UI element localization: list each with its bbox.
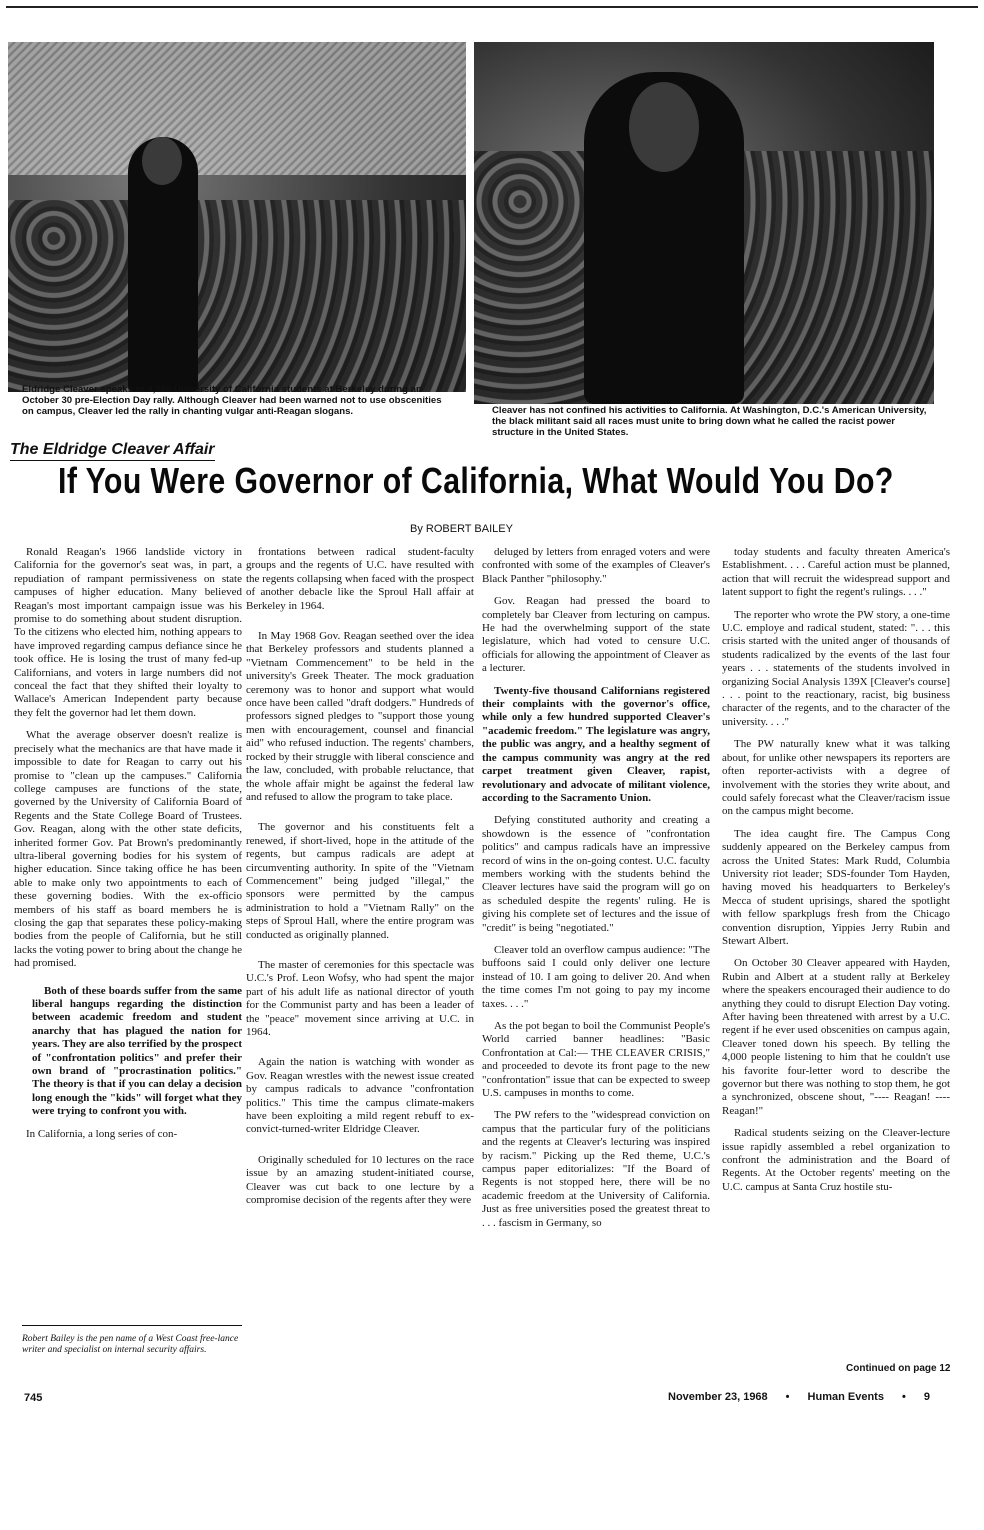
article-paragraph: Defying constituted authority and creating a showdown is the essence of "confrontation politics" and campus radicals have an impressive record of wins in the on-going contest. U.C. faculty members working with the students behind the Cleaver lectures have said the program will go on as scheduled despite the regents' ruling. He is giving his complete set of lectures and the issue of "credit" is being "negotiated." [482,814,710,934]
article-paragraph: Both of these boards suffer from the same liberal hangups regarding the distinction between academic freedom and student anarchy that has plagued the nation for years. They are also terrified by the prospect of "confrontation politics" and prefer their own brand of "procrastination politics." The theory is that if you can delay a decision long enough the "kids" will forget what they were trying to confront you with. [32,984,242,1118]
article-paragraph: Again the nation is watching with wonder as Gov. Reagan wrestles with the newest issue created by campus radicals to advance "confrontation politics." This time the campus climate-makers have been exploiting a mild regent rebuff to ex-convict-turned-writer Eldridge Cleaver. [246,1056,474,1136]
footer-date: November 23, 1968 [668,1391,768,1403]
page-footer [668,1391,930,1403]
article-paragraph: The idea caught fire. The Campus Cong suddenly appeared on the Berkeley campus from across the United States: Mark Rudd, Columbia University riot leader; SDS-founder Tom Hayden, having moved his headquarters to Berkeley's Mecca of student uprisings, shared the spotlight with fellow sparkplugs fresh from the Chicago convention disruption, Yippies Jerry Rubin and Stewart Albert. [722,827,950,947]
article-byline: By ROBERT BAILEY [410,523,513,535]
article-column-2 [246,546,474,1224]
footer-page-number: 9 [923,1391,930,1403]
article-paragraph: The governor and his constituents felt a renewed, if short-lived, hope in the attitude of the regents, but campus radicals are adept at circumventing authority. In spite of the "Vietnam Commencement" being judged "illegal," the sponsors were permitted by the campus administration to hold a "Vietnam Rally" on the steps of Sproul Hall, where the entire program was conducted as originally planned. [246,821,474,941]
article-paragraph: In California, a long series of con- [26,1127,178,1140]
article-paragraph: deluged by letters from enraged voters and were confronted with some of the examples of Cleaver's Black Panther "philosophy." [482,546,710,585]
article-paragraph: The master of ceremonies for this spectacle was U.C.'s Prof. Leon Wofsy, who had spent the major part of his adult life as national director of youth for the Communist party and has been a leader of the "peace" movement since arriving at U.C. in 1964. [246,958,474,1038]
article-paragraph: In May 1968 Gov. Reagan seethed over the idea that Berkeley professors and students planned a "Vietnam Commencement" to be held in the university's Greek Theater. The mock graduation ceremony was to honor and support what would once have been called "draft dodgers." Hundreds of professors signed pledges to "support those young men with encouragement, counsel and financial aid" who refused induction. The regents' chambers, rocked by their struggle with liberal conscience and the law, concluded, with probable reluctance, that the whole affair might be against the federal law and refused to allow the program to take place. [246,630,474,803]
footer-bullet: • [901,1391,906,1403]
article-paragraph: The PW naturally knew what it was talking about, for unlike other newspapers its reporters are often reporter-activists with a degree of involvement with the stories they write about, and could safely forecast what the Cleaver/racism issue on the campus might become. [722,738,950,818]
photo-cleaver-speaking-berkeley [8,42,466,392]
article-paragraph: Radical students seizing on the Cleaver-lecture issue rapidly assembled a rebel organization to confront the administration and the Board of Regents. At the October regents' meeting on the U.C. campus at Santa Cruz hostile stu- [722,1127,950,1193]
folio-left: 745 [24,1392,43,1404]
article-paragraph: Originally scheduled for 10 lectures on the race issue by an amazing student-initiated course, Cleaver was cut back to one lecture by a compromise decision of the regents after they were [246,1153,474,1207]
article-paragraph: The reporter who wrote the PW story, a one-time U.C. employe and radical student, stated: ". . . this crisis started with the united anger of thousands of students radicalized by the events of the last four years . . . statements of the students involved in organizing Social Analysis 139X [Cleaver's course] . . . point to the reactionary, racist, big business character of the regents, and to the character of the university. . . ." [722,608,950,728]
article-kicker: The Eldridge Cleaver Affair [10,441,215,461]
article-paragraph: Cleaver told an overflow campus audience: "The buffoons said I could only deliver one lecture instead of 10. I am going to deliver 20. And when the time comes I'm not going to pay my income taxes. . . ." [482,943,710,1010]
article-paragraph: frontations between radical student-faculty groups and the regents of U.C. have resulted with the regents collapsing when faced with the prospect of another debacle like the Sproul Hall affair at Berkeley in 1964. [246,546,474,612]
article-paragraph: On October 30 Cleaver appeared with Hayden, Rubin and Albert at a student rally at Berkeley where the speakers encouraged their audience to do anything they could to disrupt Election Day voting. After having been threatened with arrest by a U.C. regent if he ever used obscenities on campus again, Cleaver toned down his speech. By telling the 4,000 people listening to him that he couldn't use his favorite four-letter word to describe the governor but there was nothing to stop them, he got a synchronized, obscene shout, "---- Reagan! ---- Reagan!" [722,957,950,1117]
photo-caption-left: Eldridge Cleaver speaks to 4,000 University of California students at Berkeley during an October 30 pre-Election Day rally. Although Cleaver had been warned not to use obscenities on campus, Cleaver led the rally in chanting vulgar anti-Reagan slogans. [22,384,442,417]
article-paragraph: today students and faculty threaten America's Establishment. . . . Careful action must be planned, action that will recruit the widespread support and latent support to fight the regent's rulings. . . ." [722,546,950,599]
article-column-3 [482,546,710,1239]
footer-bullet: • [785,1391,790,1403]
author-footnote: Robert Bailey is the pen name of a West Coast free-lance writer and specialist on internal security affairs. [22,1325,242,1356]
article-paragraph: Gov. Reagan had pressed the board to completely bar Cleaver from lecturing on campus. He had the overwhelming support of the state legislature, which had voted to censure U.C. officials for allowing the appointment of Cleaver as a lecturer. [482,595,710,675]
continued-note: Continued on page 12 [846,1363,951,1374]
article-paragraph: What the average observer doesn't realize is precisely what the mechanics are that have made it impossible to date for Reagan to carry out his promise to "clean up the campuses." California college campuses are functions of the state, governed by the University of California Board of Regents and the State College Board of Trustees. Gov. Reagan, along with the other state deficits, inherited former Gov. Pat Brown's predominantly ultra-liberal governing bodies for his system of higher education. Since taking office he has been able to make only two appointments to each of these governing bodies. With the ex-officio members of his staff as board members he is closing the gap that separates these policy-making bodies from the people of California, but he still lacks the voting power to bring about the change he had promised. [14,729,242,970]
article-headline: If You Were Governor of California, What Would You Do? [58,460,894,501]
article-paragraph: As the pot began to boil the Communist People's World carried banner headlines: "Basic Confrontation at Cal:— THE CLEAVER CRISIS," and proceeded to devote its front page to the new "confrontation" issue that can be expected to sweep U.S. campuses in months to come. [482,1020,710,1100]
photo-caption-right: Cleaver has not confined his activities to California. At Washington, D.C.'s American University, the black militant said all races must unite to bring down what he called the racist power structure in the United States. [492,405,927,438]
top-rule [6,6,978,8]
article-column-4 [722,546,950,1203]
photo-cleaver-american-university [474,42,934,404]
article-paragraph: Ronald Reagan's 1966 landslide victory in California for the governor's seat was, in part, a repudiation of rampant permissiveness on state campuses of higher education. Many believed Reagan's most important campaign issue was his promise to do something about student disruption. To the citizens who elected him, nothing appears to have improved regarding campus defiance since he took office. He is losing the trust of many fed-up Californians, and voters in large numbers did not conceal the fact that they shifted their loyalty to Wallace's American Independent party because they felt the governor had let them down. [14,546,242,719]
article-paragraph: Twenty-five thousand Californians registered their complaints with the governor's office, while only a few hundred supported Cleaver's "academic freedom." The legislature was angry, the public was angry, and a healthy segment of the campus community was angry at the red carpet treatment given Cleaver, rapist, revolutionary and advocate of militant violence, according to the Sacramento Union. [482,684,710,804]
article-paragraph: The PW refers to the "widespread conviction on campus that the particular fury of the politicians and the regents at Cleaver's lecturing was inspired by racism." Picking up the Red theme, U.C.'s campus paper editorializes: "If the Board of Regents is not stopped here, there will be no academic freedom at the University of California. Just as free universities posed the greatest threat to . . . fascism in Germany, so [482,1109,710,1229]
article-column-1 [14,546,242,1150]
footer-publication: Human Events [807,1391,884,1403]
